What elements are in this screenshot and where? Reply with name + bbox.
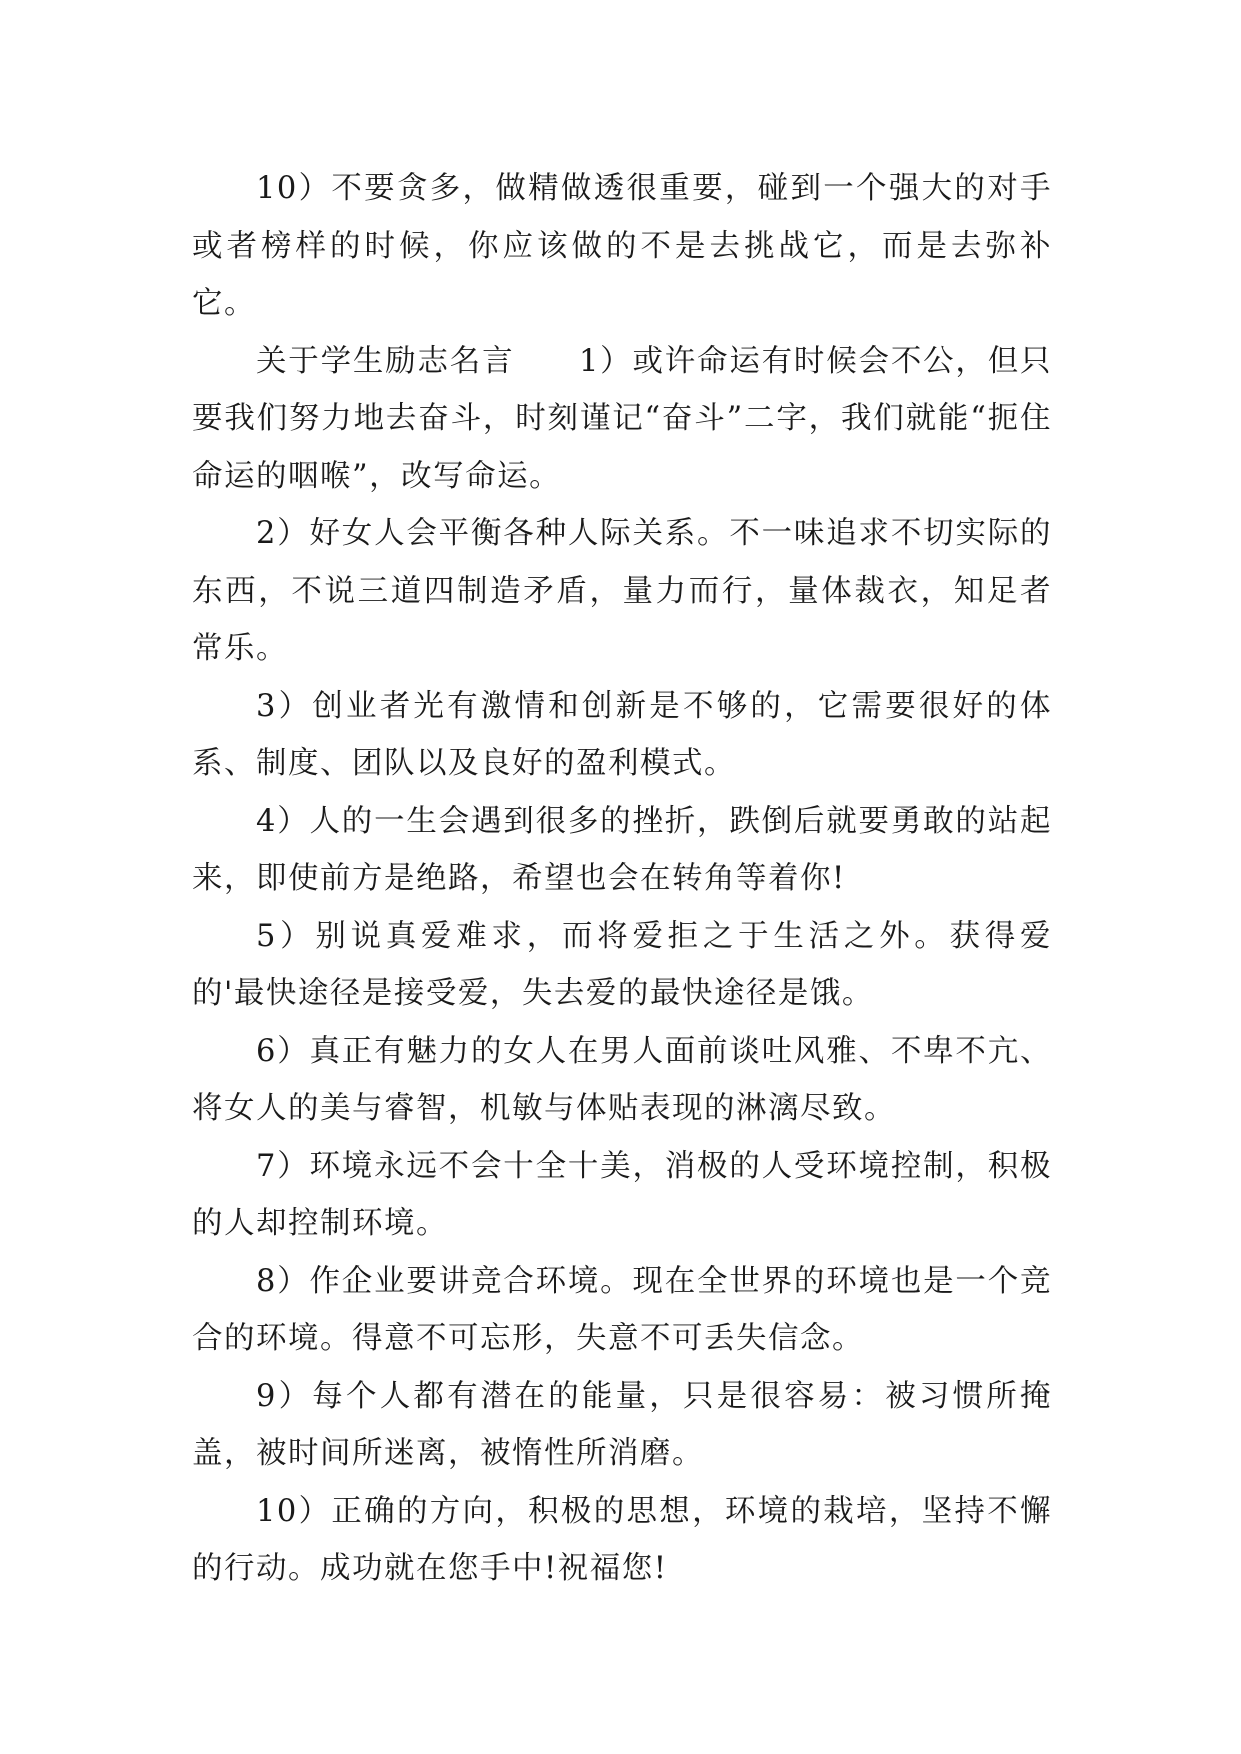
paragraph-quote-5: 5）别说真爱难求，而将爱拒之于生活之外。获得爱的'最快途径是接受爱，失去爱的最快途径是饿。: [192, 918, 1052, 1011]
paragraph-quote-8: 8）作企业要讲竞合环境。现在全世界的环境也是一个竞合的环境。得意不可忘形，失意不可丢失信念。: [192, 1263, 1052, 1356]
paragraph-quote-10-first: 10）不要贪多，做精做透很重要，碰到一个强大的对手或者榜样的时候，你应该做的不是去挑战它，而是去弥补它。: [192, 171, 1052, 321]
paragraph-section-heading-quote-1: 关于学生励志名言 1）或许命运有时候会不公，但只要我们努力地去奋斗，时刻谨记“奋斗”二字，我们就能“扼住命运的咽喉”，改写命运。: [192, 343, 1052, 494]
paragraph-quote-4: 4）人的一生会遇到很多的挫折，跌倒后就要勇敢的站起来，即使前方是绝路，希望也会在转角等着你!: [192, 803, 1052, 896]
paragraph-quote-7: 7）环境永远不会十全十美，消极的人受环境控制，积极的人却控制环境。: [192, 1148, 1052, 1241]
paragraph-quote-3: 3）创业者光有激情和创新是不够的，它需要很好的体系、制度、团队以及良好的盈利模式。: [192, 688, 1052, 781]
paragraph-quote-9: 9）每个人都有潜在的能量，只是很容易：被习惯所掩盖，被时间所迷离，被惰性所消磨。: [192, 1378, 1052, 1471]
paragraph-quote-10-last: 10）正确的方向，积极的思想，环境的栽培，坚持不懈的行动。成功就在您手中!祝福您!: [192, 1493, 1052, 1586]
document-body: [192, 160, 1052, 1598]
paragraph-quote-6: 6）真正有魅力的女人在男人面前谈吐风雅、不卑不亢、将女人的美与睿智，机敏与体贴表现的淋漓尽致。: [192, 1033, 1052, 1126]
paragraph-quote-2: 2）好女人会平衡各种人际关系。不一味追求不切实际的东西，不说三道四制造矛盾，量力而行，量体裁衣，知足者常乐。: [192, 516, 1052, 666]
